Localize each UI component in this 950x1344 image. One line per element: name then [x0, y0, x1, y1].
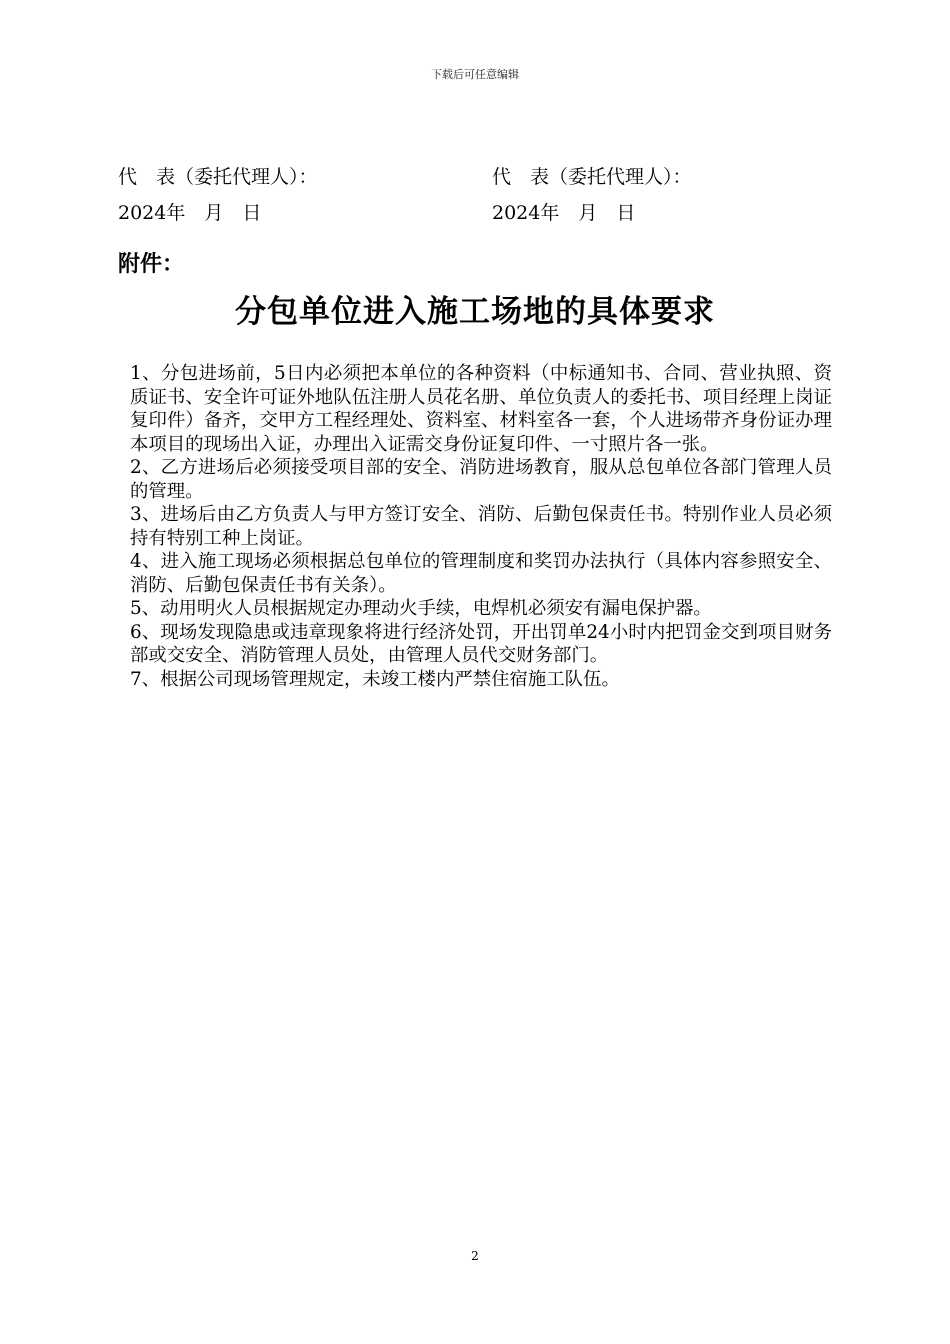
requirement-item-1: 1、分包进场前，5日内必须把本单位的各种资料（中标通知书、合同、营业执照、资质证书、安全许可证外地队伍注册人员花名册、单位负责人的委托书、项目经理上岗证复印件）备齐，交甲方工程经理处、资料室、材料室各一套，个人进场带齐身份证办理本项目的现场出入证，办理出入证需交身份证复印件、一寸照片各一张。 — [130, 363, 832, 455]
attachment-label: 附件： — [118, 252, 185, 277]
document-title: 分包单位进入施工场地的具体要求 — [235, 294, 715, 330]
page-number: 2 — [471, 1249, 479, 1263]
left-date-label: 2024年 月 日 — [118, 202, 262, 224]
requirement-item-6: 6、现场发现隐患或违章现象将进行经济处罚，开出罚单24小时内把罚金交到项目财务部或交安全、消防管理人员处，由管理人员代交财务部门。 — [130, 621, 832, 666]
requirements-list — [130, 362, 832, 691]
right-representative-label: 代 表（委托代理人）： — [492, 166, 692, 188]
header-note: 下载后可任意编辑 — [431, 68, 519, 81]
requirement-item-7: 7、根据公司现场管理规定，未竣工楼内严禁住宿施工队伍。 — [130, 668, 620, 690]
left-representative-label: 代 表（委托代理人）： — [118, 166, 318, 188]
requirement-item-4: 4、进入施工现场必须根据总包单位的管理制度和奖罚办法执行（具体内容参照安全、消防、后勤包保责任书有关条）。 — [130, 551, 832, 596]
requirement-item-3: 3、进场后由乙方负责人与甲方签订安全、消防、后勤包保责任书。特别作业人员必须持有特别工种上岗证。 — [130, 504, 832, 549]
requirement-item-2: 2、乙方进场后必须接受项目部的安全、消防进场教育，服从总包单位各部门管理人员的管理。 — [130, 457, 832, 502]
right-date-label: 2024年 月 日 — [492, 202, 636, 224]
requirement-item-5: 5、动用明火人员根据规定办理动火手续，电焊机必须安有漏电保护器。 — [130, 598, 712, 619]
